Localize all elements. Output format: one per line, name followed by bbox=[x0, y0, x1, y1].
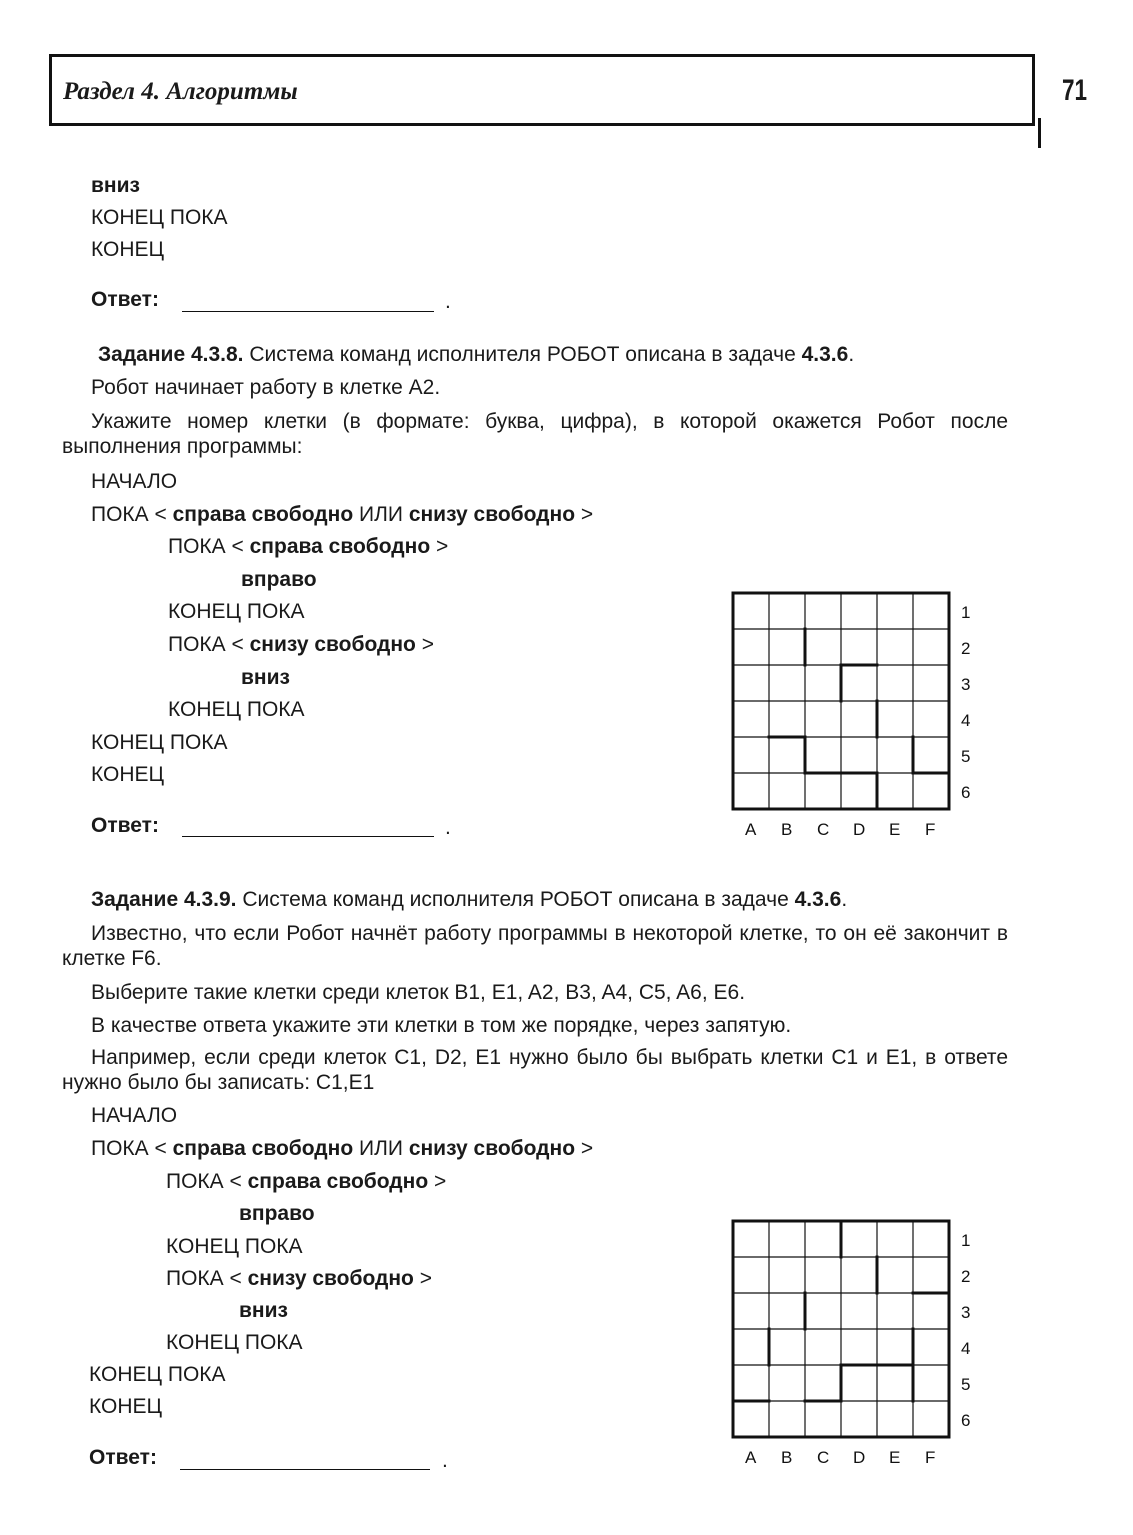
row-label: 5 bbox=[961, 1375, 971, 1394]
program-line: КОНЕЦ ПОКА bbox=[168, 698, 305, 721]
task-question: Укажите номер клетки (в формате: буква, цифра), в которой окажется Робот после выполнения программы: bbox=[62, 410, 1008, 458]
column-label: F bbox=[925, 820, 936, 839]
answer-label: Ответ: bbox=[91, 814, 159, 837]
task-reference-dot: . bbox=[841, 888, 848, 911]
program-line: ПОКА < справа свободно > bbox=[168, 535, 449, 558]
task-reference: 4.3.6 bbox=[794, 888, 842, 911]
robot-field-grid bbox=[700, 580, 1000, 850]
task-reference: 4.3.6 bbox=[801, 343, 849, 366]
answer-dot: . bbox=[442, 1449, 448, 1472]
column-label: D bbox=[853, 820, 866, 839]
program-line: вниз bbox=[239, 1299, 288, 1322]
program-line: вправо bbox=[241, 568, 317, 591]
program-line: КОНЕЦ ПОКА bbox=[168, 600, 305, 623]
task-choice-list: Выберите такие клетки среди клеток B1, E1, A2, B3, A4, C5, A6, E6. bbox=[91, 981, 746, 1004]
column-label: D bbox=[853, 1448, 866, 1467]
task-heading bbox=[98, 343, 854, 367]
column-label: C bbox=[817, 820, 830, 839]
row-label: 2 bbox=[961, 1267, 971, 1286]
answer-dot: . bbox=[445, 816, 451, 839]
task-reference-dot: . bbox=[848, 343, 855, 366]
answer-blank[interactable] bbox=[180, 1469, 430, 1470]
column-label: B bbox=[781, 820, 793, 839]
task-heading bbox=[91, 888, 847, 912]
row-label: 1 bbox=[961, 1231, 971, 1250]
program-line: КОНЕЦ ПОКА bbox=[166, 1235, 303, 1258]
program-line: вправо bbox=[239, 1202, 315, 1225]
row-label: 5 bbox=[961, 747, 971, 766]
program-line: КОНЕЦ bbox=[89, 1395, 163, 1418]
program-line: КОНЕЦ ПОКА bbox=[91, 206, 228, 229]
program-line: ПОКА < справа свободно ИЛИ снизу свободно > bbox=[91, 503, 594, 526]
column-label: E bbox=[889, 1448, 901, 1467]
program-line: КОНЕЦ bbox=[91, 238, 165, 261]
task-example: Например, если среди клеток С1, D2, E1 нужно было бы выбрать клетки С1 и E1, в ответе нужно было бы записать: С1,E1 bbox=[62, 1046, 1008, 1094]
answer-blank[interactable] bbox=[182, 311, 434, 312]
answer-blank[interactable] bbox=[182, 836, 434, 837]
program-line: вниз bbox=[91, 174, 140, 197]
column-label: B bbox=[781, 1448, 793, 1467]
row-label: 6 bbox=[961, 783, 971, 802]
program-line: КОНЕЦ ПОКА bbox=[166, 1331, 303, 1354]
page-number: 71 bbox=[1062, 74, 1088, 107]
program-line: НАЧАЛО bbox=[91, 470, 178, 493]
program-line: вниз bbox=[241, 666, 290, 689]
task-answer-format: В качестве ответа укажите эти клетки в том же порядке, через запятую. bbox=[91, 1014, 792, 1037]
row-label: 3 bbox=[961, 675, 971, 694]
program-line: КОНЕЦ bbox=[91, 763, 165, 786]
program-line: ПОКА < снизу свободно > bbox=[168, 633, 434, 656]
row-label: 1 bbox=[961, 603, 971, 622]
program-line: ПОКА < снизу свободно > bbox=[166, 1267, 432, 1290]
task-number: Задание 4.3.9. bbox=[91, 888, 237, 911]
column-label: E bbox=[889, 820, 901, 839]
task-intro: Система команд исполнителя РОБОТ описана в задаче bbox=[249, 343, 796, 366]
header-frame-tail bbox=[1038, 118, 1041, 148]
task-known-fact: Известно, что если Робот начнёт работу программы в некоторой клетке, то он её закончит в клетке F6. bbox=[62, 922, 1008, 970]
program-line: КОНЕЦ ПОКА bbox=[91, 731, 228, 754]
task-start-cell: Робот начинает работу в клетке А2. bbox=[91, 376, 441, 399]
task-intro: Система команд исполнителя РОБОТ описана в задаче bbox=[242, 888, 789, 911]
program-line: КОНЕЦ ПОКА bbox=[89, 1363, 226, 1386]
answer-label: Ответ: bbox=[91, 288, 159, 311]
section-title: Раздел 4. Алгоритмы bbox=[63, 78, 298, 105]
column-label: A bbox=[745, 820, 757, 839]
program-line: ПОКА < справа свободно ИЛИ снизу свободно > bbox=[91, 1137, 594, 1160]
robot-field-grid bbox=[700, 1208, 1000, 1478]
column-label: C bbox=[817, 1448, 830, 1467]
program-line: ПОКА < справа свободно > bbox=[166, 1170, 447, 1193]
row-label: 2 bbox=[961, 639, 971, 658]
column-label: F bbox=[925, 1448, 936, 1467]
row-label: 6 bbox=[961, 1411, 971, 1430]
program-line: НАЧАЛО bbox=[91, 1104, 178, 1127]
row-label: 4 bbox=[961, 711, 971, 730]
column-label: A bbox=[745, 1448, 757, 1467]
answer-dot: . bbox=[445, 290, 451, 313]
task-number: Задание 4.3.8. bbox=[98, 343, 244, 366]
answer-label: Ответ: bbox=[89, 1446, 157, 1469]
row-label: 4 bbox=[961, 1339, 971, 1358]
row-label: 3 bbox=[961, 1303, 971, 1322]
